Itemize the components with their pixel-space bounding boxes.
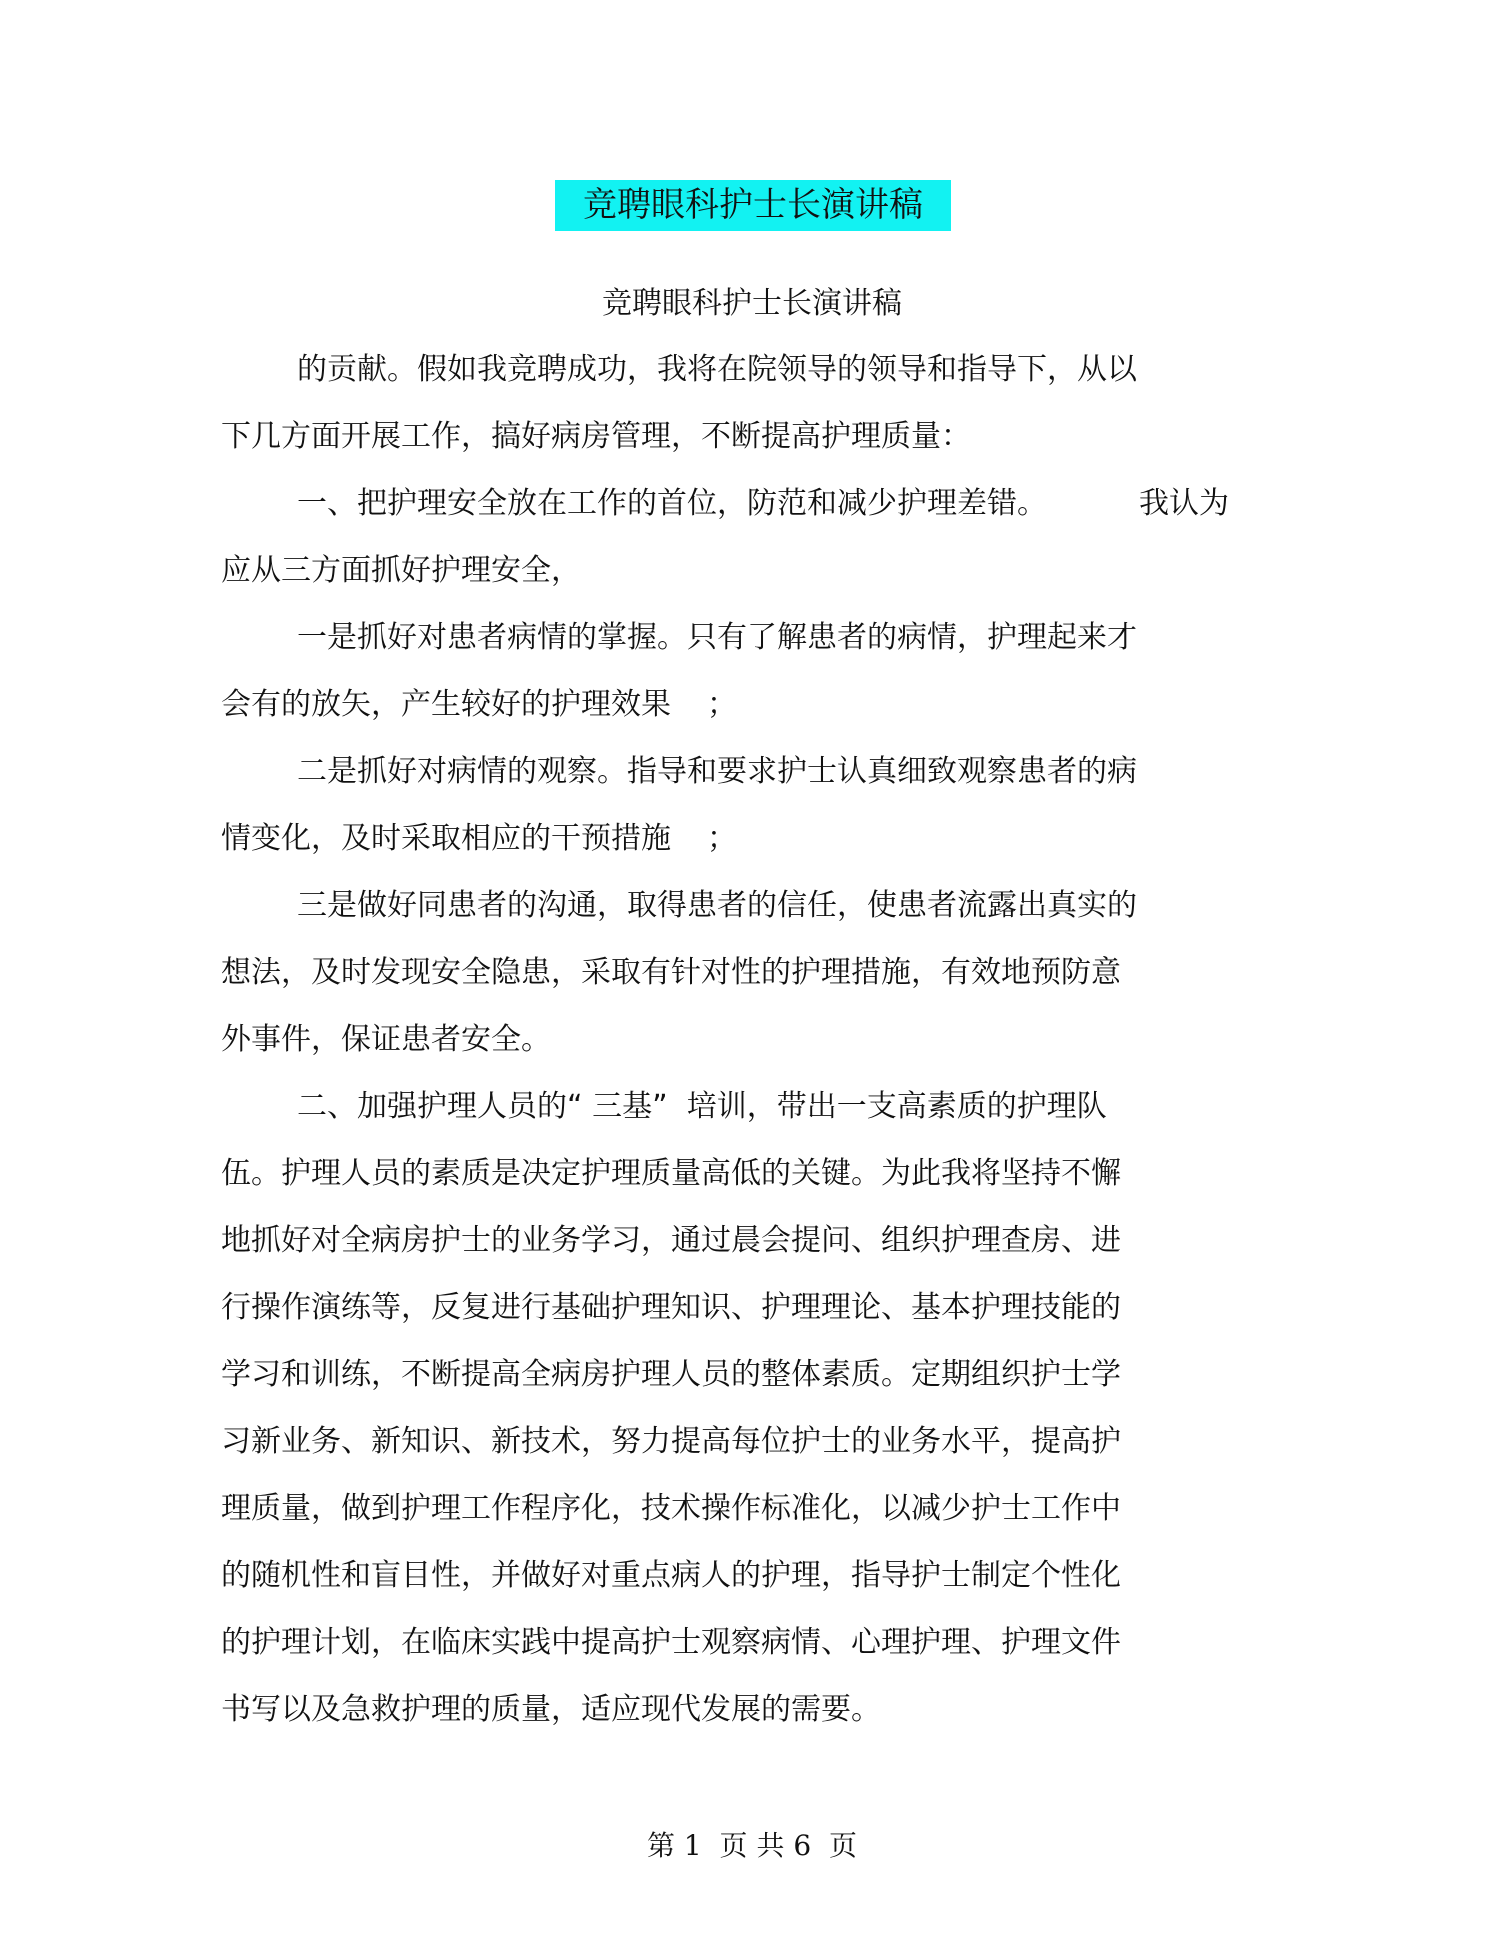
line-text: 情变化，及时采取相应的干预措施 — [221, 821, 671, 856]
paragraph-line: 下几方面开展工作，搞好病房管理，不断提高护理质量： — [221, 419, 971, 454]
paragraph-line: 的随机性和盲目性，并做好对重点病人的护理，指导护士制定个性化 — [221, 1558, 1121, 1593]
paragraph-line: 理质量，做到护理工作程序化，技术操作标准化，以减少护士工作中 — [221, 1491, 1121, 1526]
paragraph-line: 的贡献。假如我竞聘成功，我将在院领导的领导和指导下，从以 — [297, 352, 1137, 387]
paragraph-line: 二、加强护理人员的“ 三基” 培训，带出一支高素质的护理队 — [297, 1089, 1107, 1124]
punctuation: ； — [707, 687, 737, 722]
paragraph-line: 行操作演练等，反复进行基础护理知识、护理理论、基本护理技能的 — [221, 1290, 1121, 1325]
paragraph-line: 一是抓好对患者病情的掌握。只有了解患者的病情，护理起来才 — [297, 620, 1137, 655]
document-title: 竞聘眼科护士长演讲稿 — [555, 180, 951, 231]
document-subtitle: 竞聘眼科护士长演讲稿 — [602, 286, 902, 321]
paragraph-line: 的护理计划，在临床实践中提高护士观察病情、心理护理、护理文件 — [221, 1625, 1121, 1660]
page-number-footer: 第 1 页 共 6 页 — [647, 1829, 857, 1862]
paragraph-line — [221, 817, 737, 861]
paragraph-line: 地抓好对全病房护士的业务学习，通过晨会提问、组织护理查房、进 — [221, 1223, 1121, 1258]
paragraph-line: 习新业务、新知识、新技术，努力提高每位护士的业务水平，提高护 — [221, 1424, 1121, 1459]
paragraph-line: 应从三方面抓好护理安全， — [221, 553, 581, 588]
paragraph-line: 三是做好同患者的沟通，取得患者的信任，使患者流露出真实的 — [297, 888, 1137, 923]
paragraph-line — [297, 482, 1229, 526]
punctuation: ； — [707, 821, 737, 856]
paragraph-line: 二是抓好对病情的观察。指导和要求护士认真细致观察患者的病 — [297, 754, 1137, 789]
line-text: 我认为 — [1139, 486, 1229, 521]
paragraph-line: 想法，及时发现安全隐患，采取有针对性的护理措施，有效地预防意 — [221, 955, 1121, 990]
paragraph-line — [221, 683, 737, 727]
line-text: 会有的放矢，产生较好的护理效果 — [221, 687, 671, 722]
paragraph-line: 学习和训练，不断提高全病房护理人员的整体素质。定期组织护士学 — [221, 1357, 1121, 1392]
line-text: 一、把护理安全放在工作的首位，防范和减少护理差错。 — [297, 486, 1047, 521]
paragraph-line: 伍。护理人员的素质是决定护理质量高低的关键。为此我将坚持不懈 — [221, 1156, 1121, 1191]
paragraph-line: 书写以及急救护理的质量，适应现代发展的需要。 — [221, 1692, 881, 1727]
paragraph-line: 外事件，保证患者安全。 — [221, 1022, 551, 1057]
